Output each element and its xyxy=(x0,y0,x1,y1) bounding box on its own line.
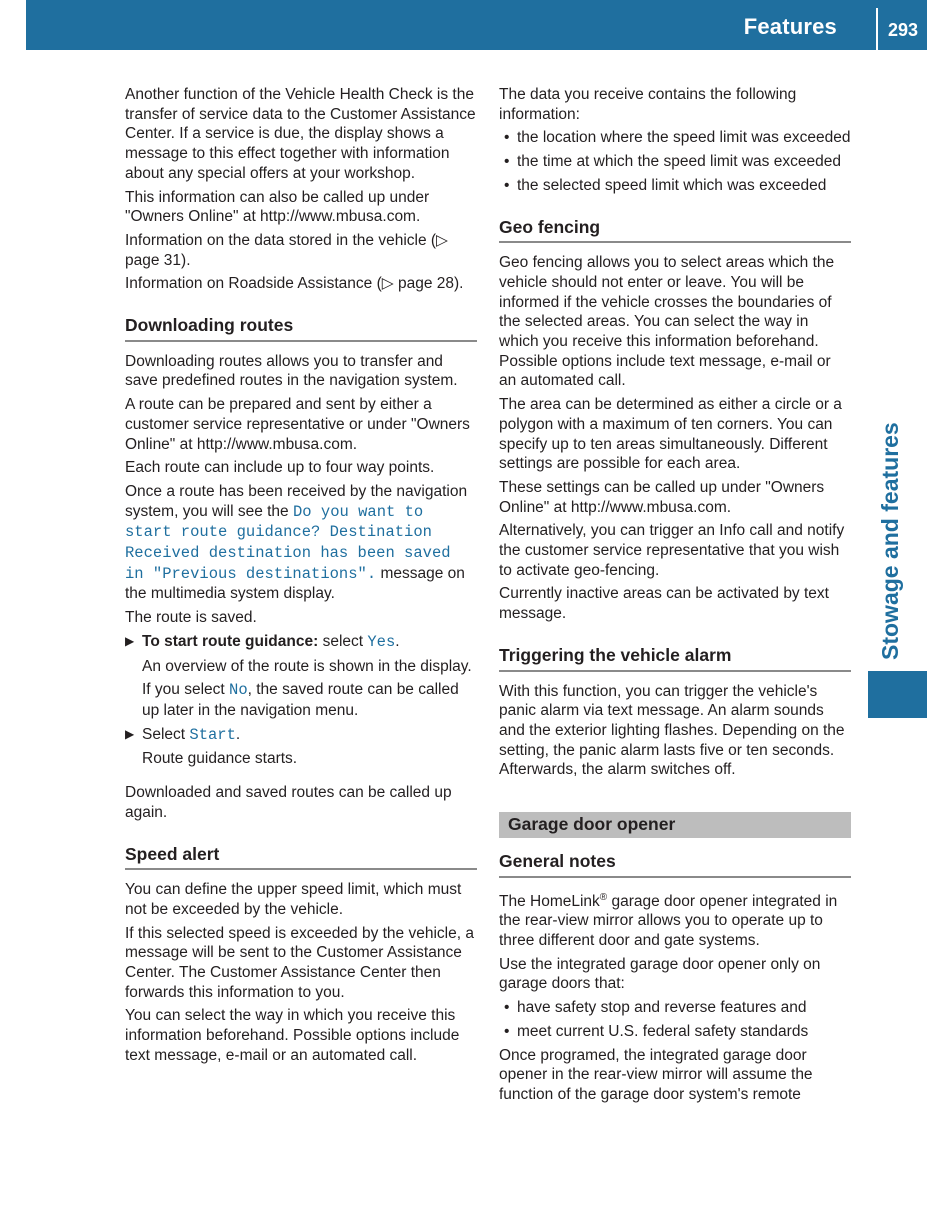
heading-speed-alert: Speed alert xyxy=(125,845,477,871)
paragraph: Information on the data stored in the vehicle (▷ page 31). xyxy=(125,231,448,269)
side-tab-block xyxy=(868,671,927,718)
left-column xyxy=(125,85,477,1070)
list-item: • meet current U.S. federal safety standards xyxy=(499,1022,851,1042)
paragraph: Information on Roadside Assistance (▷ page 28). xyxy=(125,275,464,293)
heading-downloading-routes: Downloading routes xyxy=(125,316,477,342)
text: The HomeLink xyxy=(499,892,600,910)
right-column xyxy=(499,85,851,1109)
bullet-list xyxy=(499,128,851,195)
display-option: No xyxy=(229,681,248,700)
paragraph: You can define the upper speed limit, which must not be exceeded by the vehicle. xyxy=(125,881,462,918)
paragraph: Once programed, the integrated garage door opener in the rear-view mirror will assume the function of the garage door system's remote xyxy=(499,1046,813,1103)
paragraph: Alternatively, you can trigger an Info call and notify the customer service representative that you wish to activate geo-fencing. xyxy=(499,522,845,579)
paragraph: You can select the way in which you receive this information beforehand. Possible options include text message, e-mail or an automated call. xyxy=(125,1007,460,1064)
list-item: • the time at which the speed limit was exceeded xyxy=(499,152,851,172)
heading-geo-fencing: Geo fencing xyxy=(499,218,851,244)
paragraph: Currently inactive areas can be activated by text message. xyxy=(499,585,829,623)
text: Once a route has been received by the navigation system, you will see the xyxy=(125,482,468,520)
text: If you select xyxy=(142,681,230,699)
list-item: • the location where the speed limit was exceeded xyxy=(499,128,851,148)
paragraph: The area can be determined as either a circle or a polygon with a maximum of ten corners. You can specify up to ten areas simultaneously. Different settings are possible for each area. xyxy=(499,396,842,473)
heading-general-notes: General notes xyxy=(499,852,851,878)
paragraph: The route is saved. xyxy=(125,609,257,627)
text: select xyxy=(318,632,368,650)
section-title: Features xyxy=(743,14,837,39)
step-text xyxy=(142,632,477,653)
side-tab-label: Stowage and features xyxy=(877,422,903,660)
paragraph: Use the integrated garage door opener only on garage doors that: xyxy=(499,955,821,993)
header-bar xyxy=(26,0,927,50)
paragraph: Geo fencing allows you to select areas which the vehicle should not enter or leave. You will be informed if the vehicle crosses the boundaries of the selected areas. You can select the way in which you receive this information beforehand. Possible options include text message, e-mail or an automated call. xyxy=(499,254,835,390)
step-note xyxy=(142,680,477,720)
header-divider xyxy=(876,8,878,50)
instruction-step xyxy=(125,725,477,769)
paragraph xyxy=(125,482,477,604)
step-arrow-icon: ▶ xyxy=(125,726,135,741)
paragraph: These settings can be called up under "Owners Online" at http://www.mbusa.com. xyxy=(499,478,825,516)
paragraph: If this selected speed is exceeded by the vehicle, a message will be sent to the Customer Assistance Center. The Customer Assistance Center then forwards this information to you. xyxy=(125,924,474,1001)
paragraph: Downloading routes allows you to transfer and save predefined routes in the navigation system. xyxy=(125,352,458,390)
paragraph: Another function of the Vehicle Health Check is the transfer of service data to the Customer Assistance Center. If a service is due, the display shows a message to this effect together with information about any special offers at your workshop. xyxy=(125,86,476,182)
text: , the saved route can be called up later in the navigation menu. xyxy=(142,681,459,719)
paragraph: Downloaded and saved routes can be called up again. xyxy=(125,784,452,821)
text: . xyxy=(395,632,400,650)
bullet-list xyxy=(499,998,851,1041)
display-message: Do you want to start route guidance? Destination Received destination has been saved in "Previous destinations". xyxy=(125,502,451,583)
text: message on the multimedia system display. xyxy=(125,564,465,603)
paragraph: The data you receive contains the following information: xyxy=(499,86,797,123)
list-item: • have safety stop and reverse features and xyxy=(499,998,851,1018)
display-option: Start xyxy=(189,725,236,744)
page-number: 293 xyxy=(888,20,919,40)
paragraph: A route can be prepared and sent by either a customer service representative or under "Owners Online" at http://www.mbusa.com. xyxy=(125,396,470,453)
step-result: Route guidance starts. xyxy=(142,750,298,768)
paragraph: Each route can include up to four way points. xyxy=(125,459,435,477)
paragraph: This information can also be called up under "Owners Online" at http://www.mbusa.com. xyxy=(125,188,430,226)
section-heading-garage-door-opener: Garage door opener xyxy=(499,812,851,838)
text: garage door opener integrated in the rear-view mirror allows you to operate up to three different door and gate systems. xyxy=(499,892,838,950)
display-option: Yes xyxy=(367,632,396,651)
paragraph: With this function, you can trigger the vehicle's panic alarm via text message. An alarm sounds and the exterior lighting flashes. Depending on the setting, the panic alarm lasts five or ten seconds. Afterwards, the alarm switches off. xyxy=(499,682,845,779)
paragraph xyxy=(499,888,851,951)
step-text xyxy=(142,725,477,746)
text: . xyxy=(235,725,241,743)
text: Select xyxy=(142,725,190,743)
registered-mark: ® xyxy=(599,891,608,903)
list-item: • the selected speed limit which was exceeded xyxy=(499,176,851,196)
heading-vehicle-alarm: Triggering the vehicle alarm xyxy=(499,646,851,672)
step-result: An overview of the route is shown in the display. xyxy=(142,657,472,675)
instruction-step xyxy=(125,632,477,721)
step-arrow-icon: ▶ xyxy=(125,633,135,648)
step-label: To start route guidance: xyxy=(142,632,319,650)
